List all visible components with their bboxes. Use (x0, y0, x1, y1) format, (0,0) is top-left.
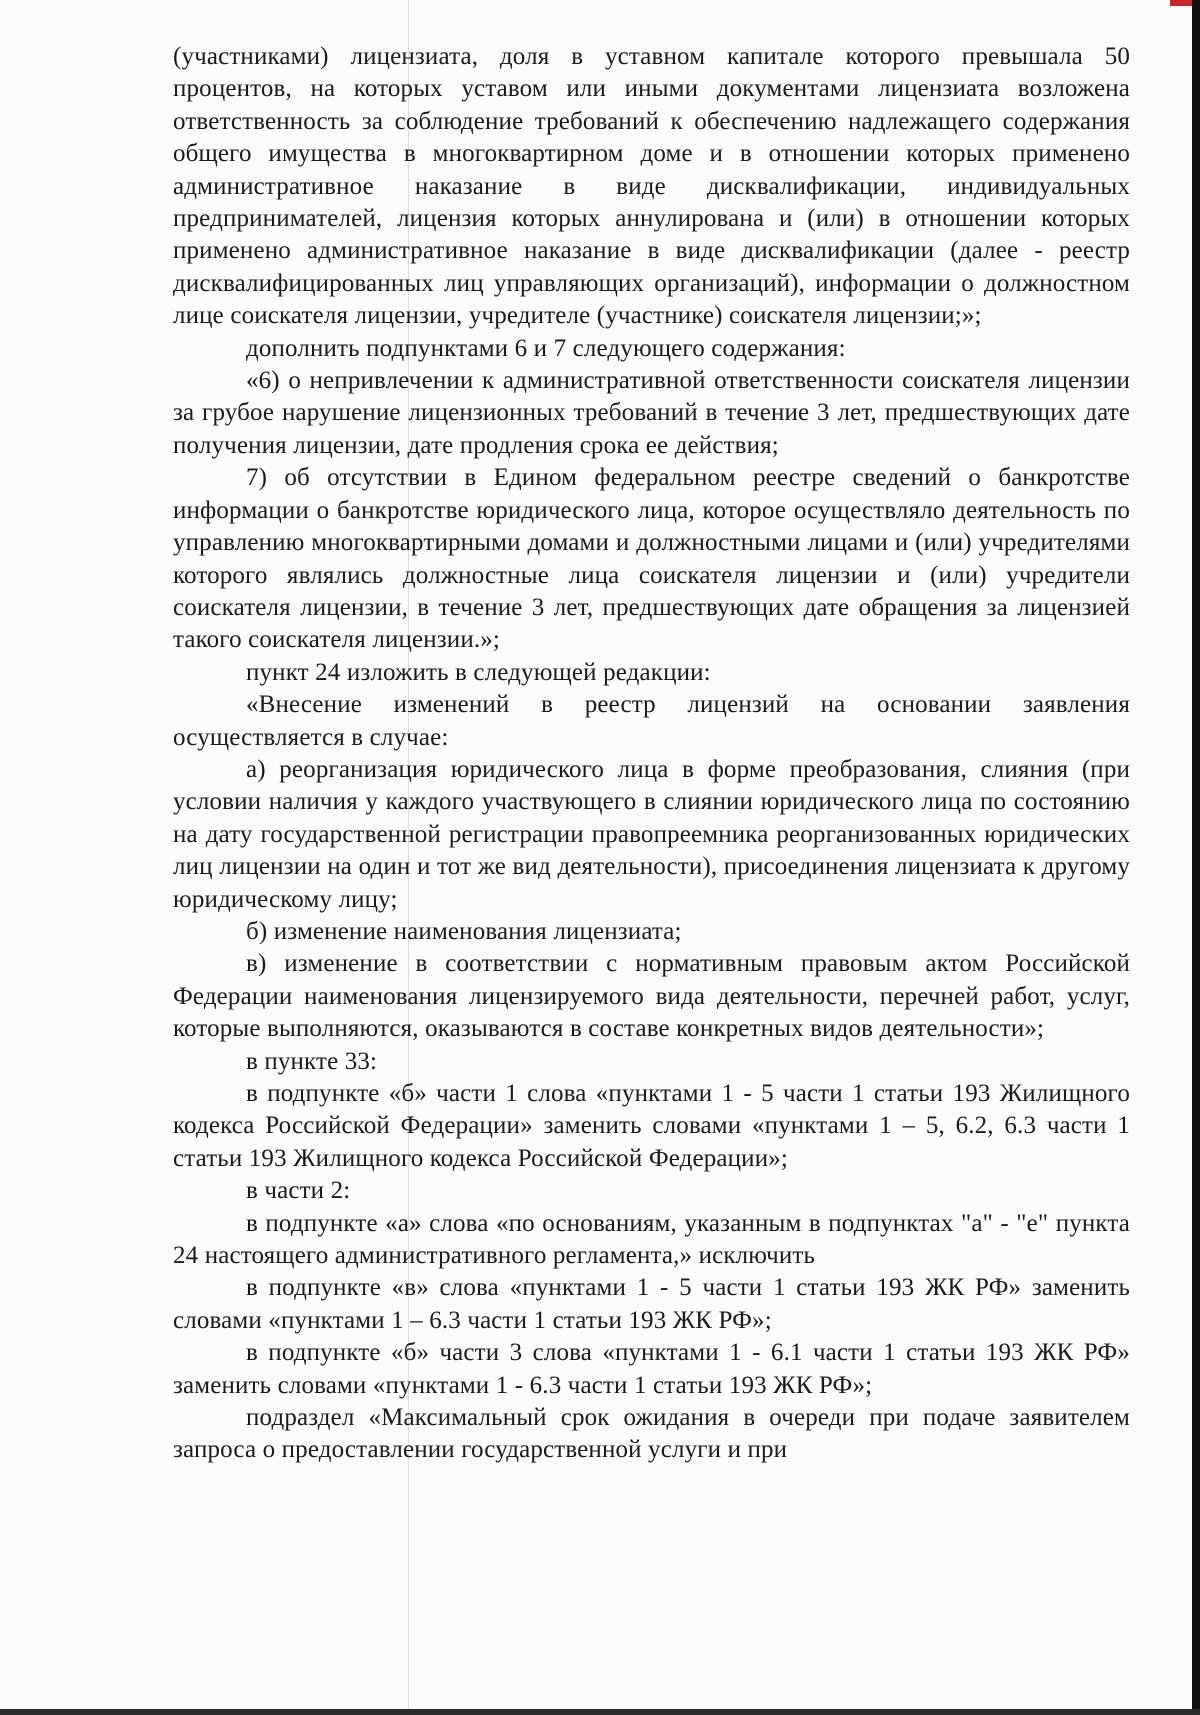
paragraph: пункт 24 изложить в следующей редакции: (246, 658, 711, 686)
paragraph: в подпункте «в» слова «пунктами 1 - 5 части 1 статьи 193 ЖК РФ» заменить словами «пунктами 1 – 6.3 части 1 статьи 193 ЖК РФ»; (173, 1274, 1130, 1334)
paragraph: б) изменение наименования лицензиата; (246, 917, 682, 945)
paragraph: в подпункте «а» слова «по основаниям, указанным в подпунктах "а" - "е" пункта 24 настоящего административного регламента,» исключить (173, 1209, 1130, 1270)
paragraph: подраздел «Максимальный срок ожидания в очереди при подаче заявителем запроса о предоставлении государственной услуги и при (173, 1404, 1130, 1464)
paragraph: (участниками) лицензиата, доля в уставном капитале которого превышала 50 процентов, на которых уставом или иными документами лицензиата возложена ответственность за соблюдение требований к обеспечению надлежащего содержания общего имущества в многоквартирном доме и в отношении которых применено административное наказание в виде дисквалификации, индивидуальных предпринимателей, лицензия которых аннулирована и (или) в отношении которых применено административное наказание в виде дисквалификации (далее - реестр дисквалифицированных лиц управляющих организаций), информации о должностном лице соискателя лицензии, учредителе (участнике) соискателя лицензии;»; (173, 43, 1130, 330)
paragraph: в подпункте «б» части 1 слова «пунктами 1 - 5 части 1 статьи 193 Жилищного кодекса Российской Федерации» заменить словами «пунктами 1 – 5, 6.2, 6.3 части 1 статьи 193 Жилищного кодекса Российской Федерации»; (173, 1080, 1130, 1172)
paragraph: «6) о непривлечении к административной ответственности соискателя лицензии за грубое нарушение лицензионных требований в течение 3 лет, предшествующих дате получения лицензии, дате продления срока ее действия; (173, 367, 1130, 459)
paragraph: а) реорганизация юридического лица в форме преобразования, слияния (при условии наличия у каждого участвующего в слиянии юридического лица по состоянию на дату государственной регистрации правопреемника реорганизованных юридических лиц лицензии на один и тот же вид деятельности), присоединения лицензиата к другому юридическому лицу; (173, 755, 1130, 913)
paragraph: «Внесение изменений в реестр лицензий на основании заявления осуществляется в случае: (173, 691, 1130, 751)
paragraph: в подпункте «б» части 3 слова «пунктами 1 - 6.1 части 1 статьи 193 ЖК РФ» заменить словами «пунктами 1 - 6.3 части 1 статьи 193 ЖК РФ»; (173, 1339, 1130, 1399)
page-edge-right (1192, 0, 1200, 1715)
paragraph: в пункте 33: (246, 1047, 378, 1075)
paragraph: в части 2: (246, 1177, 351, 1205)
paragraph: 7) об отсутствии в Едином федеральном реестре сведений о банкротстве информации о банкротстве юридического лица, которое осуществляло деятельность по управлению многоквартирными домами и должностными лицами и (или) учредителями которого являлись должностные лица соискателя лицензии и (или) учредители соискателя лицензии, в течение 3 лет, предшествующих дате обращения за лицензией такого соискателя лицензии.»; (173, 464, 1130, 654)
document-body (173, 41, 1130, 1467)
paragraph: в) изменение в соответствии с нормативным правовым актом Российской Федерации наименования лицензируемого вида деятельности, перечней работ, услуг, которые выполняются, оказываются в составе конкретных видов деятельности»; (173, 950, 1130, 1043)
paragraph: дополнить подпунктами 6 и 7 следующего содержания: (246, 334, 846, 362)
page-edge-bottom (0, 1709, 1200, 1715)
